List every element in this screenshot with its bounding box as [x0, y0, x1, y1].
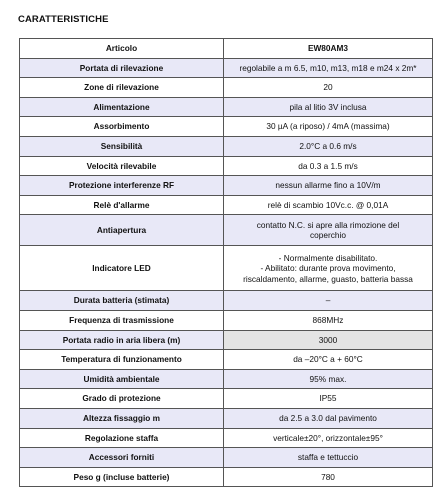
spec-value-line: da 0.3 a 1.5 m/s: [298, 160, 358, 171]
spec-value: [224, 195, 433, 215]
spec-row: [20, 350, 433, 370]
spec-label: Durata batteria (stimata): [20, 291, 224, 311]
spec-value: [224, 39, 433, 59]
spec-value: [224, 176, 433, 196]
spec-value-line: regolabile a m 6.5, m10, m13, m18 e m24 x 2m*: [239, 62, 417, 73]
spec-row: [20, 136, 433, 156]
spec-value: [224, 291, 433, 311]
spec-label: Portata di rilevazione: [20, 58, 224, 78]
spec-row: [20, 39, 433, 59]
spec-row: [20, 97, 433, 117]
spec-value-line: IP55: [319, 393, 337, 404]
spec-row: [20, 408, 433, 428]
spec-value-line: pila al litio 3V inclusa: [289, 101, 367, 112]
spec-label: Protezione interferenze RF: [20, 176, 224, 196]
spec-value: [224, 350, 433, 370]
spec-value: [224, 310, 433, 330]
spec-value-line: 780: [321, 471, 335, 482]
spec-row: [20, 78, 433, 98]
spec-value-line: 3000: [318, 334, 338, 345]
spec-label: Accessori forniti: [20, 448, 224, 468]
spec-value: [224, 117, 433, 137]
spec-row: [20, 176, 433, 196]
spec-row: [20, 195, 433, 215]
spec-value: [224, 428, 433, 448]
spec-row: [20, 389, 433, 409]
spec-label: Peso g (incluse batterie): [20, 467, 224, 487]
spec-value: [224, 389, 433, 409]
spec-value-line: contatto N.C. si apre alla rimozione del: [256, 219, 400, 230]
spec-label: Alimentazione: [20, 97, 224, 117]
spec-label: Relè d'allarme: [20, 195, 224, 215]
spec-value: [224, 156, 433, 176]
spec-value-line: da 2.5 a 3.0 dal pavimento: [279, 412, 377, 423]
spec-row: [20, 215, 433, 246]
spec-value: [224, 467, 433, 487]
spec-row: [20, 448, 433, 468]
spec-value-line: 20: [323, 82, 333, 93]
spec-value-line: 2.0°C a 0.6 m/s: [299, 141, 357, 152]
spec-row: [20, 246, 433, 291]
spec-label: Sensibilità: [20, 136, 224, 156]
spec-value: [224, 58, 433, 78]
spec-value-line: da –20°C a + 60°C: [293, 354, 363, 365]
specifications-table-body: [20, 39, 433, 487]
spec-label: Regolazione staffa: [20, 428, 224, 448]
spec-row: [20, 117, 433, 137]
spec-value-line: staffa e tettuccio: [297, 452, 359, 463]
spec-label: Temperatura di funzionamento: [20, 350, 224, 370]
spec-label: Antiapertura: [20, 215, 224, 246]
spec-value-line: - Normalmente disabilitato.: [278, 252, 378, 263]
spec-value: [224, 215, 433, 246]
spec-row: [20, 330, 433, 350]
spec-label: Velocità rilevabile: [20, 156, 224, 176]
spec-row: [20, 467, 433, 487]
spec-label: Umidità ambientale: [20, 369, 224, 389]
spec-value-line: nessun allarme fino a 10V/m: [275, 180, 381, 191]
spec-value: [224, 448, 433, 468]
spec-label: Indicatore LED: [20, 246, 224, 291]
spec-row: [20, 369, 433, 389]
spec-row: [20, 291, 433, 311]
section-heading: CARATTERISTICHE: [18, 14, 109, 25]
spec-label: Portata radio in aria libera (m): [20, 330, 224, 350]
spec-label: Zone di rilevazione: [20, 78, 224, 98]
spec-value-line: 95% max.: [309, 373, 347, 384]
spec-value-line: 868MHz: [312, 314, 344, 325]
spec-label: Grado di protezione: [20, 389, 224, 409]
spec-value-line: 30 µA (a riposo) / 4mA (massima): [266, 121, 390, 132]
spec-value: [224, 369, 433, 389]
spec-value: [224, 246, 433, 291]
spec-value-line: relè di scambio 10Vc.c. @ 0,01A: [267, 199, 389, 210]
spec-value: [224, 330, 433, 350]
spec-value: [224, 136, 433, 156]
spec-value-line: –: [325, 295, 331, 306]
spec-row: [20, 156, 433, 176]
spec-row: [20, 310, 433, 330]
spec-value-line: verticale±20°, orizzontale±95°: [273, 432, 383, 443]
spec-value-line: EW80AM3: [307, 43, 349, 54]
spec-row: [20, 428, 433, 448]
spec-label: Frequenza di trasmissione: [20, 310, 224, 330]
spec-value: [224, 408, 433, 428]
spec-label: Articolo: [20, 39, 224, 59]
spec-label: Assorbimento: [20, 117, 224, 137]
spec-label: Altezza fissaggio m: [20, 408, 224, 428]
spec-value: [224, 97, 433, 117]
spec-value: [224, 78, 433, 98]
spec-row: [20, 58, 433, 78]
spec-value-line: - Abilitato: durante prova movimento,: [260, 263, 396, 274]
spec-value-line: riscaldamento, allarme, guasto, batteria bassa: [243, 273, 413, 284]
specifications-table: [19, 38, 433, 487]
spec-value-line: coperchio: [310, 230, 346, 241]
